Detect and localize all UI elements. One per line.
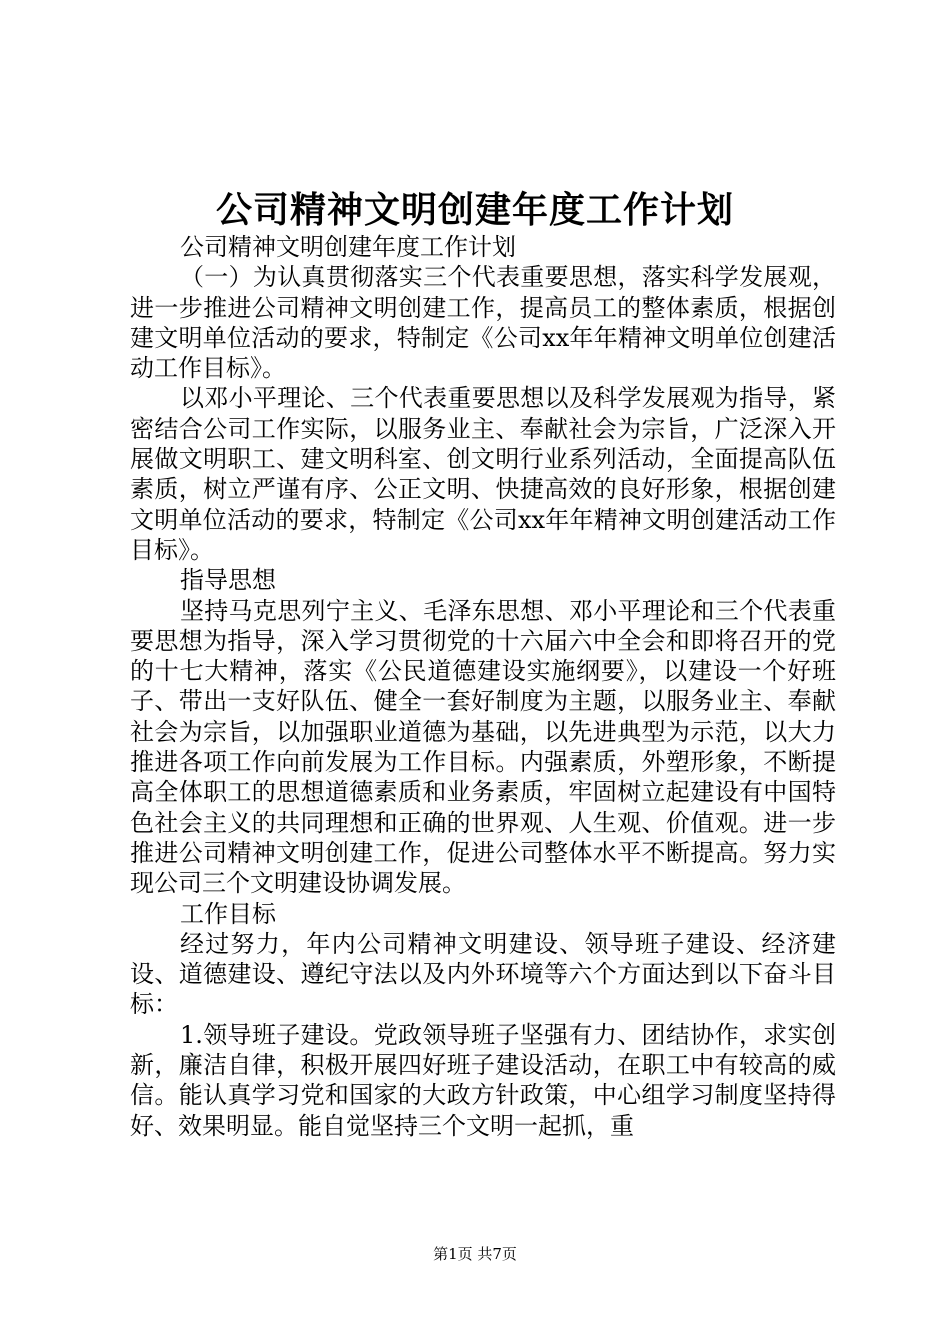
section-heading-guiding-ideology: 指导思想 bbox=[180, 566, 276, 595]
paragraph-guidance-summary: 以邓小平理论、三个代表重要思想以及科学发展观为指导，紧密结合公司工作实际，以服务业主、奉献社会为宗旨，广泛深入开展做文明职工、建文明科室、创文明行业系列活动，全面提高队伍素质，树立严谨有序、公正文明、快捷高效的良好形象，根据创建文明单位活动的要求，特制定《公司xx年年精神文明创建活动工作目标》。 bbox=[130, 384, 836, 564]
document-title: 公司精神文明创建年度工作计划 bbox=[215, 189, 734, 231]
paragraph-work-goals: 经过努力，年内公司精神文明建设、领导班子建设、经济建设、道德建设、遵纪守法以及内外环境等六个方面达到以下奋斗目标： bbox=[130, 929, 836, 1019]
paragraph-subtitle: 公司精神文明创建年度工作计划 bbox=[180, 233, 516, 261]
paragraph-intro: （一）为认真贯彻落实三个代表重要思想，落实科学发展观，进一步推进公司精神文明创建工作，提高员工的整体素质，根据创建文明单位活动的要求，特制定《公司xx年年精神文明单位创建活动工作目标》。 bbox=[130, 263, 836, 383]
page-footer: 第1页 共7页 bbox=[433, 1245, 517, 1263]
paragraph-guiding-ideology: 坚持马克思列宁主义、毛泽东思想、邓小平理论和三个代表重要思想为指导，深入学习贯彻党的十六届六中全会和即将召开的党的十七大精神，落实《公民道德建设实施纲要》，以建设一个好班子、带出一支好队伍、健全一套好制度为主题，以服务业主、奉献社会为宗旨，以加强职业道德为基础，以先进典型为示范，以大力推进各项工作向前发展为工作目标。内强素质，外塑形象，不断提高全体职工的思想道德素质和业务素质，牢固树立起建设有中国特色社会主义的共同理想和正确的世界观、人生观、价值观。进一步推进公司精神文明创建工作，促进公司整体水平不断提高。努力实现公司三个文明建设协调发展。 bbox=[130, 596, 836, 898]
paragraph-leadership-building: 1.领导班子建设。党政领导班子坚强有力、团结协作，求实创新，廉洁自律，积极开展四好班子建设活动，在职工中有较高的威信。能认真学习党和国家的大政方针政策，中心组学习制度坚持得好、效果明显。能自觉坚持三个文明一起抓，重 bbox=[130, 1020, 836, 1140]
document-body bbox=[130, 232, 836, 1141]
section-heading-work-goals: 工作目标 bbox=[180, 899, 276, 928]
